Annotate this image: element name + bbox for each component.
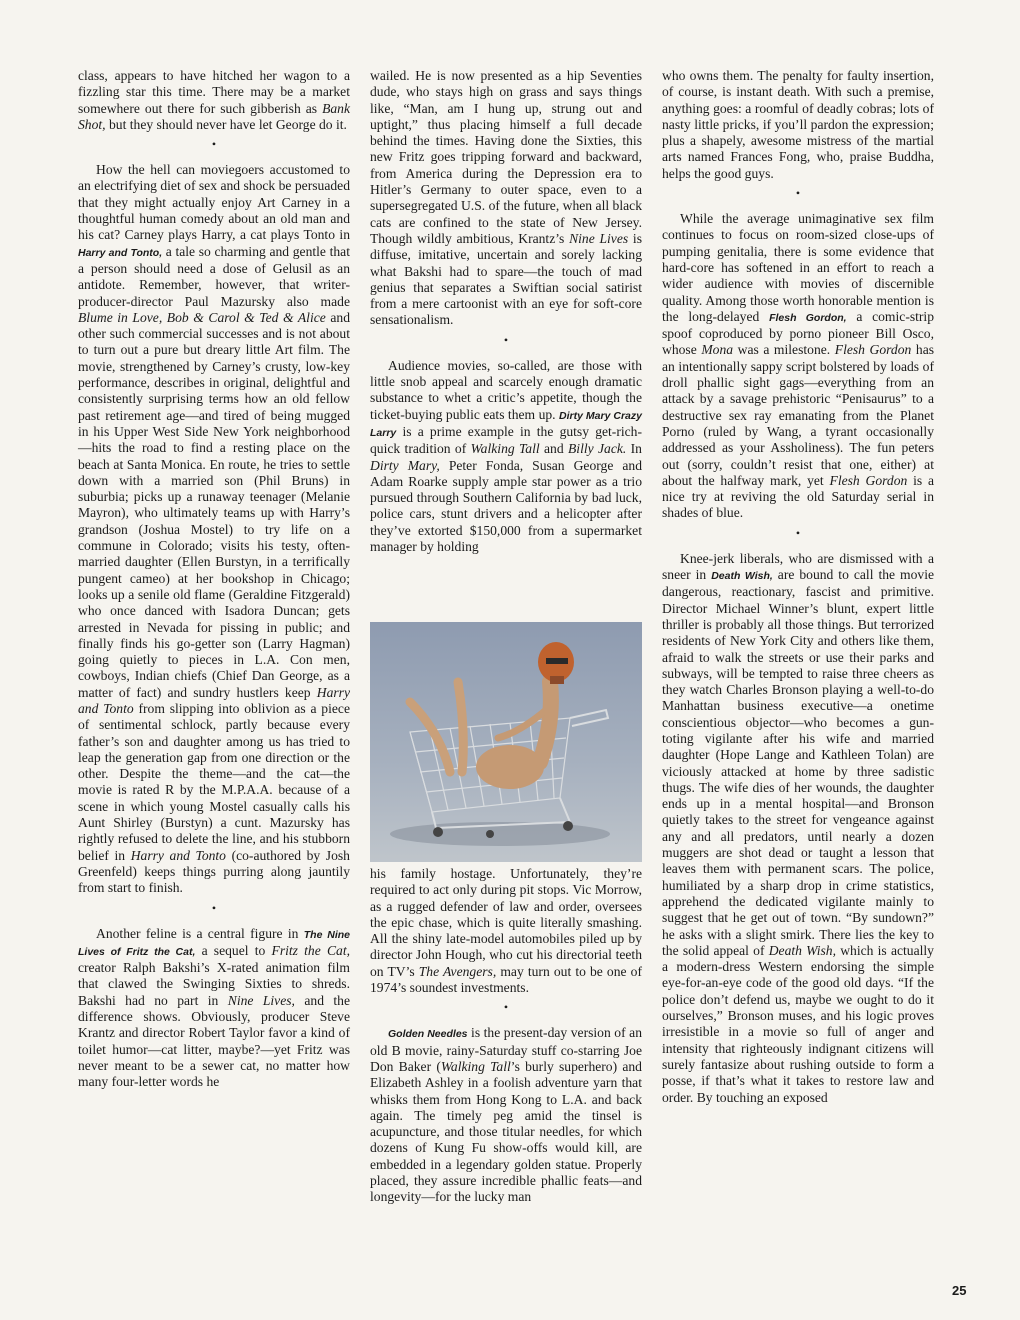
paragraph: Audience movies, so-called, are those with little snob appeal and scarcely enough dramatic substance to whet a critic’s appetite, though the ticket-buying public eats them up. Dirty Mary Crazy Larry is a prime example in the gutsy get-rich-quick tradition of Walking Tall and Billy Jack. In Dirty Mary, Peter Fonda, Susan George and Adam Roarke supply ample star power as a trio pursued through Southern California by bad luck, police cars, stunt drivers and a helicopter after they’ve extorted $150,000 from a supermarket manager by holding	[370, 357, 643, 555]
column-2-continued	[370, 866, 642, 1206]
column-2	[370, 68, 642, 555]
column-1	[78, 68, 350, 1091]
section-separator: •	[503, 332, 509, 347]
page-number: 25	[952, 1283, 967, 1298]
paragraph: Knee-jerk liberals, who are dismissed with a sneer in Death Wish, are bound to call the movie dangerous, reactionary, fascist and primitive. Director Michael Winner’s blunt, expert little thriller is probably all those things. But terrorized residents of New York City and others like them, afraid to walk the streets or use their parks and subways, will be tempted to raise three cheers as they watch Charles Bronson playing a well-to-do Manhattan business executive—a onetime conscientious objector—who becomes a gun-toting vigilante after his wife and married daughter (Hope Lange and Kathleen Tolan) are viciously attacked at home by three sadistic thugs. The wife dies of her wounds, the daughter ends up in a mental hospital—and Bronson quietly takes to the street for vengeance against any and all predators, until nearly a dozen muggers are shot dead or taught a lesson that leaves them with permanent scars. The police, humiliated by a sharp drop in crime statistics, apprehend the dedicated vigilante mainly to suggest that he get out of town. “By sundown?” he asks with a slight smirk. There lies the key to the solid appeal of Death Wish, which is actually a modern-dress Western endorsing the simple eye-for-an-eye code of the good old days. “If the police don’t defend us, maybe we ought to do it ourselves,” Bronson muses, and his logic proves irresistible in a movie so full of anger and intensity that righteously indignant citizens will surely fantasize about rushing outside to form a posse, if that’s what it takes to restore law and order. By touching an exposed	[662, 550, 935, 1105]
section-separator: •	[795, 186, 801, 201]
section-separator: •	[211, 900, 217, 915]
paragraph: Another feline is a central figure in The Nine Lives of Fritz the Cat, a sequel to Fritz the Cat, creator Ralph Bakshi’s X-rated animation film that clawed the Swinging Sixties to shreds. Bakshi had no part in Nine Lives, and the difference shows. Obviously, producer Steve Krantz and director Robert Taylor favor a kind of toilet humor—cat litter, maybe?—yet Fritz was never meant to be a sewer cat, no matter how many four-letter words he	[78, 925, 351, 1090]
photo-illustration	[370, 622, 642, 862]
paragraph: Golden Needles is the present-day version of an old B movie, rainy-Saturday stuff co-starring Joe Don Baker (Walking Tall’s burly superhero) and Elizabeth Ashley in a foolish adventure yarn that whisks them from Hong Kong to L.A. and back again. The timely peg amid the tinsel is acupuncture, and those titular needles, for which dozens of Kung Fu show-offs would kill, are embedded in a legendary golden statue. Properly placed, they assure incredible phallic feats—and longevity—for the lucky man	[370, 1025, 642, 1205]
column-3	[662, 68, 934, 1106]
paragraph: How the hell can moviegoers accustomed to an electrifying diet of sex and shock be persuaded that they might actually enjoy Art Carney in a thoughtful human comedy about an old man and his cat? Carney plays Harry, a cat plays Tonto in Harry and Tonto, a tale so charming and gentle that a person should need a dose of Gelusil as an antidote. Remember, however, that writer-producer-director Paul Mazursky also made Blume in Love, Bob & Carol & Ted & Alice and other such commercial successes and is not about to turn out a pure but dreary little Art film. The movie, strengthened by Carney’s crusty, low-key performance, describes in original, delightful and consistently surprising terms how an old fellow past retirement age—and tired of being mugged in his Upper West Side New York neighborhood—hits the road to find a resting place on the beach at Santa Monica. En route, he tries to settle down with a married son (Phil Bruns) in suburbia; picks up a runaway teenager (Melanie Mayron), who ultimately teams up with Harry’s grandson (Joshua Mostel) to try life on a commune in Colorado; visits his testy, often-married daughter (Ellen Burstyn, in a terrifically pungent cameo) at her bookshop in Chicago; looks up a senile old flame (Geraldine Fitzgerald) who once danced with Isadora Duncan; gets arrested in Nevada for pissing in public; and finally finds his go-getter son (Larry Hagman) going quietly to pieces in L.A. Con men, cowboys, Indian chiefs (Chief Dan George, as a matter of fact) and sundry hustlers keep Harry and Tonto from slipping into oblivion as a piece of sentimental schlock, partly because every father’s son and daughter among us has tried to leap the generation gap from one direction or the other. Despite the theme—and the cat—the movie is rated R by the M.P.A.A. because of a scene in which young Mostel casually calls his Aunt Shirley (Burstyn) a cunt. Mazursky has rightly refused to delete the line, and his stubborn belief in Harry and Tonto (co-authored by Josh Greenfeld) keeps things purring along jauntily from start to finish.	[78, 162, 350, 896]
paragraph: wailed. He is now presented as a hip Seventies dude, who stays high on grass and says things like, “Man, am I hung up, strung out and uptight,” thus placing himself a full decade behind the times. Having done the Sixties, this new Fritz goes tripping forward and backward, from America during the Depression era to Hitler’s Germany to outer space, even to a supersegregated U.S. of the future, when all black cats are confined to the state of New Jersey. Though wildly ambitious, Krantz’s Nine Lives is diffuse, imitative, uncertain and sorely lacking what Bakshi had to spare—the touch of mad genius that separates a Swiftian social satirist from a mere cartoonist with an eye for soft-core sensationalism.	[370, 68, 642, 328]
paragraph: who owns them. The penalty for faulty insertion, of course, is instant death. With such a premise, anything goes: a roomful of deadly cobras; lots of nasty little pricks, if you’ll pardon the expression; plus a shapely, awesome mistress of the martial arts named Frances Fong, who, praise Buddha, helps the good guys.	[662, 68, 934, 181]
section-separator: •	[211, 137, 217, 152]
paragraph: his family hostage. Unfortunately, they’re required to act only during pit stops. Vic Morrow, as a rugged defender of law and order, oversees the epic chase, which is quite literally smashing. All the shiny late-model automobiles piled up by director John Hough, who cut his directorial teeth on TV’s The Avengers, may turn out to be one of 1974’s soundest investments.	[370, 866, 642, 996]
paragraph: class, appears to have hitched her wagon to a fizzling star this time. There may be a market somewhere out there for such gibberish as Bank Shot, but they should never have let George do it.	[78, 68, 351, 132]
section-separator: •	[503, 1000, 509, 1015]
paragraph: While the average unimaginative sex film continues to focus on room-sized close-ups of pumping genitalia, there is some evidence that hard-core has softened in an effort to reach a wider audience with movies of discernible quality. Among those worth honorable mention is the long-delayed Flesh Gordon, a comic-strip spoof coproduced by porno pioneer Bill Osco, whose Mona was a milestone. Flesh Gordon has an intentionally sappy script bolstered by loads of droll phallic sight gags—everything from an attack by a savage prehistoric “Penisaurus” to a destructive sex ray emanating from the Planet Porno (ruled by Wang, a tyrant occasionally addressed as your Assholiness). The fun peters out (sorry, couldn’t resist that one, either) at about the halfway mark, yet Flesh Gordon is a nice try at reviving the old Saturday serial in shades of blue.	[662, 211, 935, 521]
shopping-cart-photo	[370, 622, 642, 862]
section-separator: •	[795, 525, 801, 540]
